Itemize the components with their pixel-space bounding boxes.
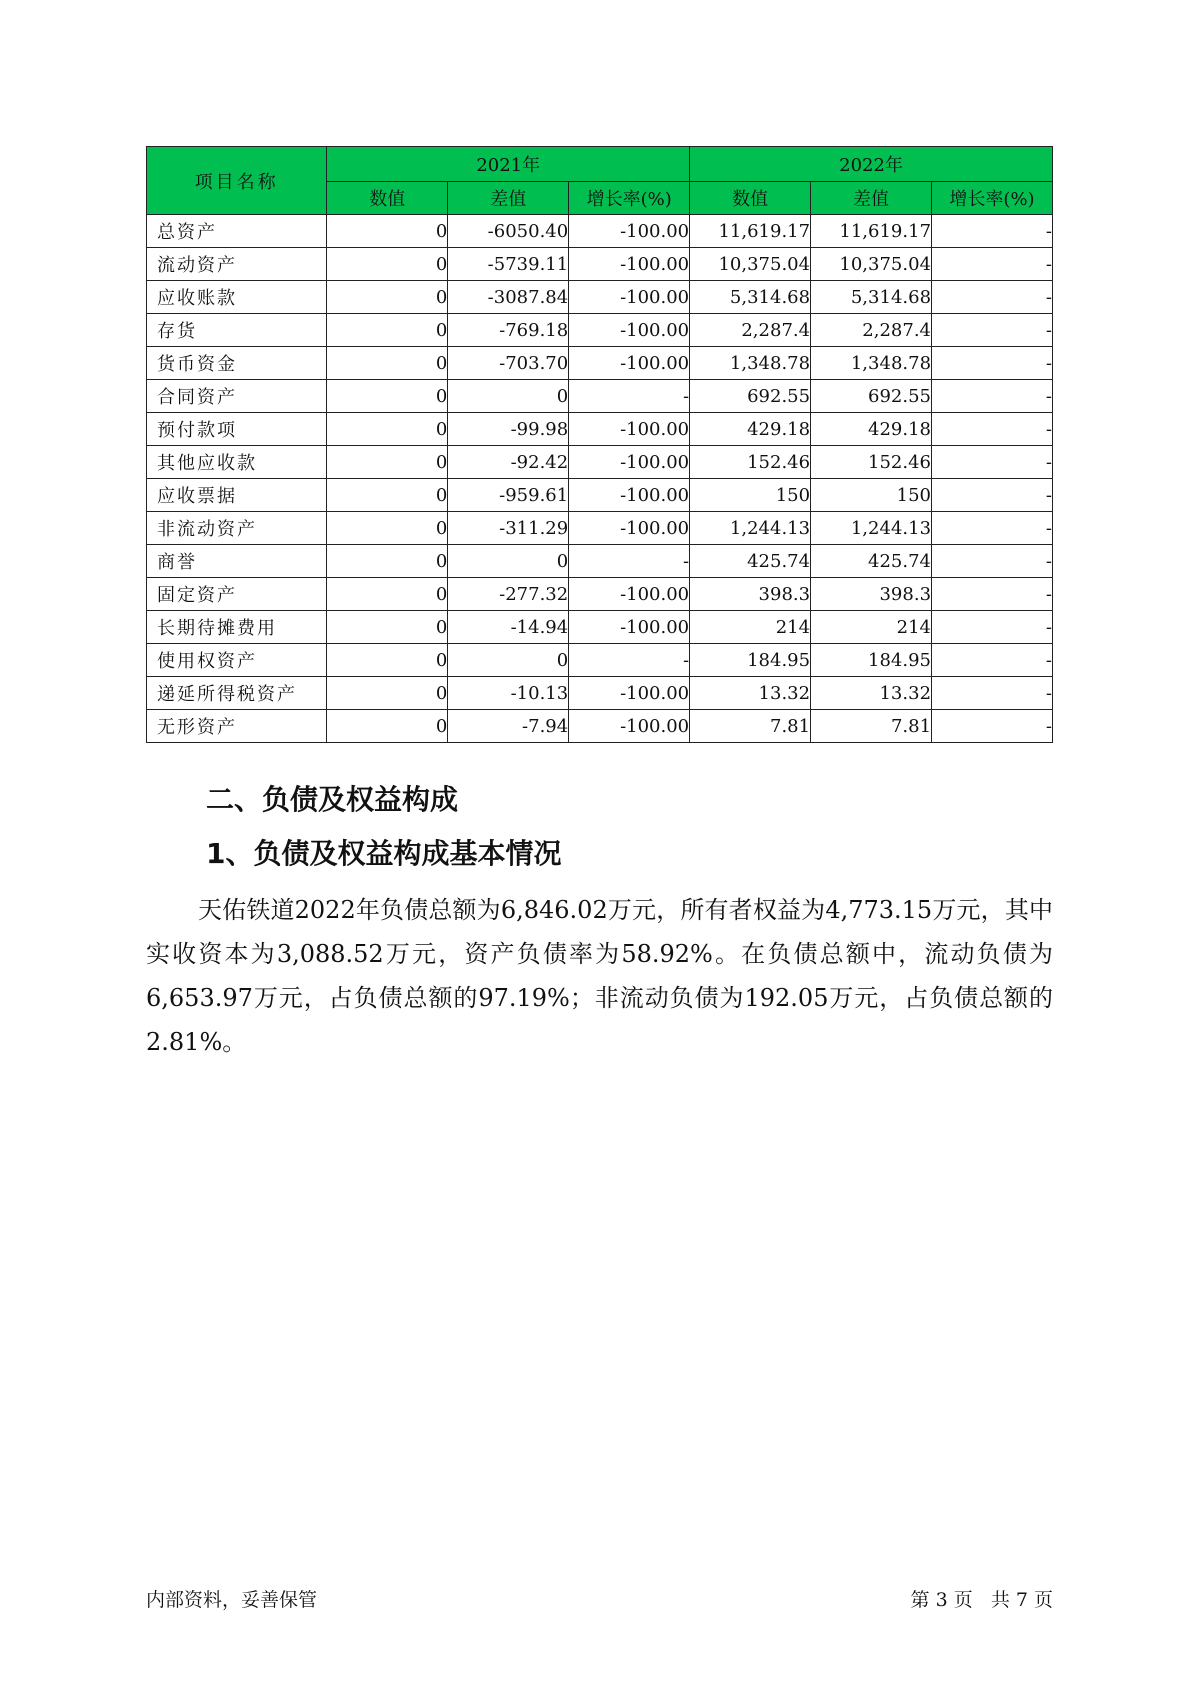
row-label: 存货 <box>147 314 327 347</box>
table-cell: 214 <box>811 611 932 644</box>
table-cell: 1,244.13 <box>690 512 811 545</box>
table-cell: - <box>569 545 690 578</box>
table-cell: 0 <box>327 512 448 545</box>
header-item-name: 项目名称 <box>147 147 327 215</box>
table-cell: -100.00 <box>569 248 690 281</box>
table-row <box>147 314 1053 347</box>
table-cell: 5,314.68 <box>690 281 811 314</box>
table-cell: -14.94 <box>448 611 569 644</box>
table-cell: 2,287.4 <box>690 314 811 347</box>
table-cell: 692.55 <box>690 380 811 413</box>
table-cell: 152.46 <box>690 446 811 479</box>
row-label: 使用权资产 <box>147 644 327 677</box>
row-label: 商誉 <box>147 545 327 578</box>
table-cell: - <box>932 248 1053 281</box>
header-diff-2021: 差值 <box>448 182 569 215</box>
table-row <box>147 545 1053 578</box>
table-cell: 0 <box>327 677 448 710</box>
table-row <box>147 347 1053 380</box>
table-cell: 0 <box>327 248 448 281</box>
table-cell: -277.32 <box>448 578 569 611</box>
table-cell: 0 <box>327 347 448 380</box>
row-label: 长期待摊费用 <box>147 611 327 644</box>
row-label: 总资产 <box>147 215 327 248</box>
table-cell: -10.13 <box>448 677 569 710</box>
table-cell: 398.3 <box>811 578 932 611</box>
row-label: 流动资产 <box>147 248 327 281</box>
table-cell: -100.00 <box>569 446 690 479</box>
table-cell: -100.00 <box>569 281 690 314</box>
table-cell: 0 <box>327 479 448 512</box>
table-cell: - <box>932 644 1053 677</box>
table-cell: - <box>932 347 1053 380</box>
table-cell: 429.18 <box>690 413 811 446</box>
table-cell: -100.00 <box>569 479 690 512</box>
table-cell: 7.81 <box>811 710 932 743</box>
table-row <box>147 248 1053 281</box>
table-cell: - <box>932 512 1053 545</box>
footer-page-number: 第 3 页 共 7 页 <box>910 1589 1053 1611</box>
table-cell: 0 <box>448 380 569 413</box>
table-cell: 425.74 <box>690 545 811 578</box>
header-growth-2021: 增长率(%) <box>569 182 690 215</box>
table-row <box>147 710 1053 743</box>
row-label: 预付款项 <box>147 413 327 446</box>
table-cell: -92.42 <box>448 446 569 479</box>
table-cell: - <box>932 710 1053 743</box>
table-cell: 1,348.78 <box>690 347 811 380</box>
row-label: 合同资产 <box>147 380 327 413</box>
table-cell: 429.18 <box>811 413 932 446</box>
table-cell: -7.94 <box>448 710 569 743</box>
table-cell: 0 <box>327 545 448 578</box>
header-year-2021: 2021年 <box>327 147 690 182</box>
table-cell: -100.00 <box>569 710 690 743</box>
row-label: 货币资金 <box>147 347 327 380</box>
table-cell: - <box>932 545 1053 578</box>
table-cell: 692.55 <box>811 380 932 413</box>
table-cell: - <box>932 380 1053 413</box>
table-cell: -6050.40 <box>448 215 569 248</box>
table-cell: 0 <box>327 281 448 314</box>
table-row <box>147 446 1053 479</box>
table-cell: 0 <box>327 710 448 743</box>
table-row <box>147 611 1053 644</box>
table-cell: -100.00 <box>569 611 690 644</box>
table-row <box>147 677 1053 710</box>
section-heading: 二、负债及权益构成 <box>206 783 459 816</box>
table-cell: -100.00 <box>569 314 690 347</box>
table-cell: - <box>569 644 690 677</box>
table-cell: -311.29 <box>448 512 569 545</box>
row-label: 应收票据 <box>147 479 327 512</box>
table-cell: 0 <box>327 380 448 413</box>
table-cell: -959.61 <box>448 479 569 512</box>
table-cell: -5739.11 <box>448 248 569 281</box>
table-row <box>147 578 1053 611</box>
table-cell: - <box>932 446 1053 479</box>
table-cell: 0 <box>327 413 448 446</box>
table-cell: - <box>932 578 1053 611</box>
table-cell: -99.98 <box>448 413 569 446</box>
table-row <box>147 512 1053 545</box>
table-cell: -100.00 <box>569 512 690 545</box>
table-cell: 10,375.04 <box>811 248 932 281</box>
table-cell: -703.70 <box>448 347 569 380</box>
table-cell: 425.74 <box>811 545 932 578</box>
table-cell: - <box>569 380 690 413</box>
header-diff-2022: 差值 <box>811 182 932 215</box>
row-label: 递延所得税资产 <box>147 677 327 710</box>
table-cell: 398.3 <box>690 578 811 611</box>
row-label: 非流动资产 <box>147 512 327 545</box>
table-cell: 5,314.68 <box>811 281 932 314</box>
table-row <box>147 380 1053 413</box>
table-cell: 214 <box>690 611 811 644</box>
table-cell: - <box>932 479 1053 512</box>
table-cell: -100.00 <box>569 347 690 380</box>
table-cell: - <box>932 281 1053 314</box>
row-label: 应收账款 <box>147 281 327 314</box>
header-value-2021: 数值 <box>327 182 448 215</box>
table-cell: -100.00 <box>569 215 690 248</box>
table-cell: -3087.84 <box>448 281 569 314</box>
subsection-heading: 1、负债及权益构成基本情况 <box>206 837 562 870</box>
table-cell: 1,348.78 <box>811 347 932 380</box>
table-cell: 184.95 <box>690 644 811 677</box>
asset-comparison-table <box>146 146 1053 743</box>
table-cell: 0 <box>327 446 448 479</box>
table-cell: 2,287.4 <box>811 314 932 347</box>
table-cell: -769.18 <box>448 314 569 347</box>
table-cell: -100.00 <box>569 578 690 611</box>
table-cell: -100.00 <box>569 677 690 710</box>
table-row <box>147 413 1053 446</box>
table-cell: 0 <box>327 215 448 248</box>
row-label: 其他应收款 <box>147 446 327 479</box>
table-cell: 13.32 <box>811 677 932 710</box>
table-row <box>147 479 1053 512</box>
table-row <box>147 644 1053 677</box>
footer-confidential: 内部资料，妥善保管 <box>146 1589 318 1611</box>
table-cell: - <box>932 677 1053 710</box>
table-cell: - <box>932 314 1053 347</box>
table-cell: 11,619.17 <box>811 215 932 248</box>
table-body <box>147 215 1053 743</box>
header-value-2022: 数值 <box>690 182 811 215</box>
row-label: 固定资产 <box>147 578 327 611</box>
table-cell: 0 <box>327 314 448 347</box>
table-cell: 0 <box>327 611 448 644</box>
table-cell: 0 <box>327 578 448 611</box>
header-growth-2022: 增长率(%) <box>932 182 1053 215</box>
table-cell: -100.00 <box>569 413 690 446</box>
table-cell: 150 <box>811 479 932 512</box>
table-cell: 0 <box>327 644 448 677</box>
table-cell: 13.32 <box>690 677 811 710</box>
table-cell: 11,619.17 <box>690 215 811 248</box>
table-cell: 184.95 <box>811 644 932 677</box>
table-cell: 150 <box>690 479 811 512</box>
body-paragraph: 天佑铁道2022年负债总额为6,846.02万元，所有者权益为4,773.15万元，其中实收资本为3,088.52万元，资产负债率为58.92%。在负债总额中，流动负债为6,653.97万元，占负债总额的97.19%；非流动负债为192.05万元，占负债总额的2.81%。 <box>146 896 1053 1056</box>
table-cell: - <box>932 413 1053 446</box>
table-cell: - <box>932 611 1053 644</box>
table-cell: 0 <box>448 644 569 677</box>
table-row <box>147 215 1053 248</box>
table-cell: 7.81 <box>690 710 811 743</box>
table-cell: - <box>932 215 1053 248</box>
table-row <box>147 281 1053 314</box>
row-label: 无形资产 <box>147 710 327 743</box>
header-year-2022: 2022年 <box>690 147 1053 182</box>
table-cell: 10,375.04 <box>690 248 811 281</box>
table-cell: 0 <box>448 545 569 578</box>
table-cell: 1,244.13 <box>811 512 932 545</box>
table-cell: 152.46 <box>811 446 932 479</box>
